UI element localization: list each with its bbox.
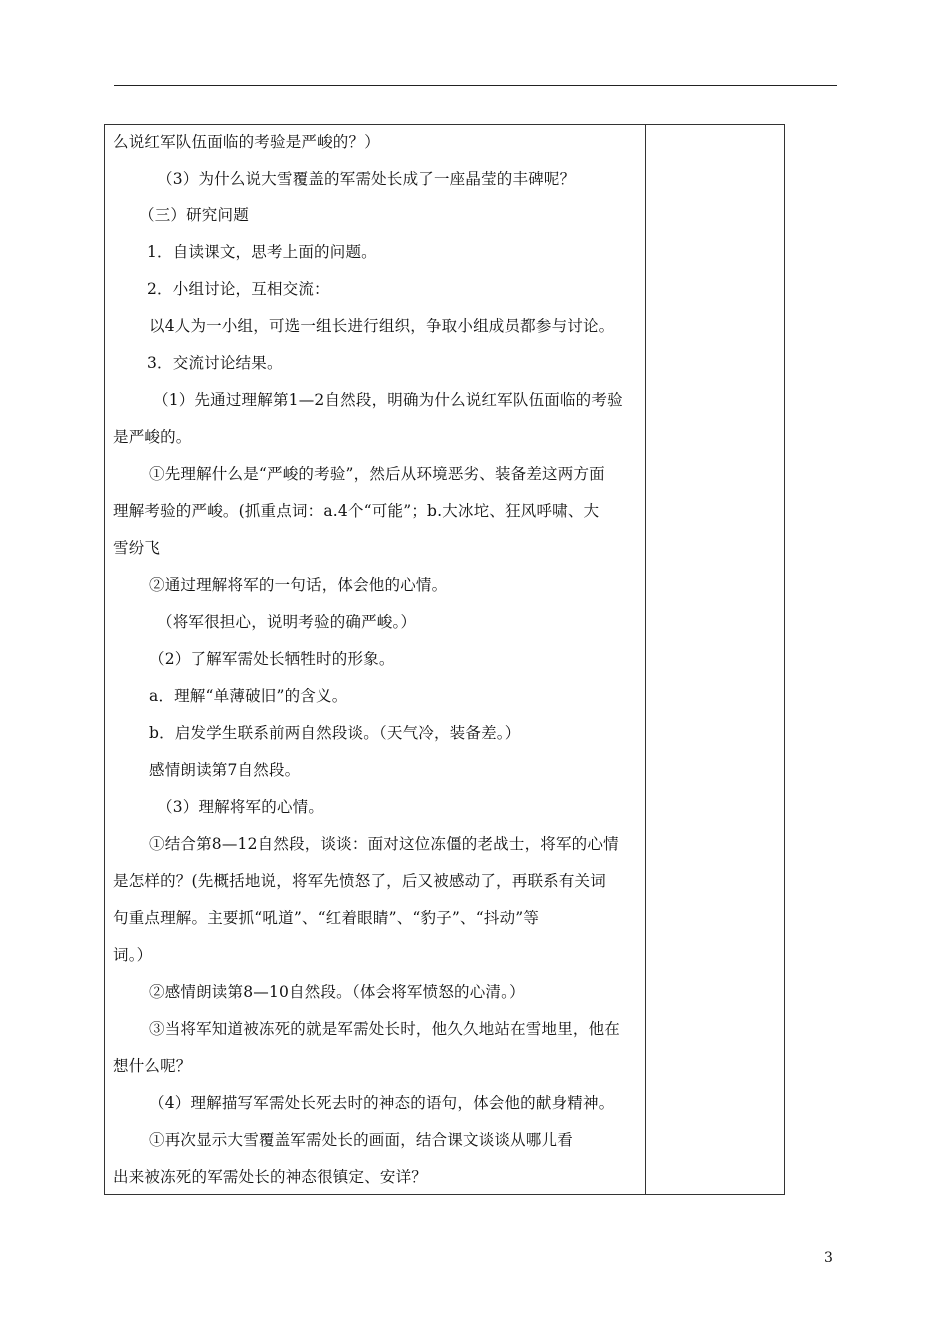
- text-line-22: 句重点理解。主要抓“吼道”、“红着眼睛”、“豹子”、“抖动”等: [113, 909, 540, 927]
- text-line-29: 出来被冻死的军需处长的神态很镇定、安详？: [113, 1168, 428, 1186]
- header-rule: [114, 85, 837, 86]
- text-line-7: 3．交流讨论结果。: [147, 354, 283, 372]
- text-line-8: （1）先通过理解第1—2自然段，明确为什么说红军队伍面临的考验: [153, 391, 623, 409]
- section-heading-research: （三）研究问题: [139, 206, 249, 224]
- notes-column-divider: [645, 125, 646, 1194]
- text-line-15: （2）了解军需处长牺牲时的形象。: [149, 650, 395, 668]
- text-line-18: 感情朗读第7自然段。: [149, 761, 301, 779]
- text-line-26: 想什么呢？: [113, 1057, 192, 1075]
- text-line-25: ③当将军知道被冻死的就是军需处长时，他久久地站在雪地里，他在: [149, 1020, 621, 1038]
- text-line-28: ①再次显示大雪覆盖军需处长的画面，结合课文谈谈从哪儿看: [149, 1131, 573, 1149]
- text-line-14: （将军很担心，说明考验的确严峻。）: [157, 613, 417, 631]
- text-line-23: 词。）: [113, 946, 153, 964]
- page-number: 3: [824, 1250, 833, 1266]
- text-line-17: b．启发学生联系前两自然段谈。（天气冷，装备差。）: [149, 724, 521, 742]
- lesson-table: [104, 124, 785, 1195]
- text-line-2: （3）为什么说大雪覆盖的军需处长成了一座晶莹的丰碑呢？: [157, 170, 576, 188]
- text-line-27: （4）理解描写军需处长死去时的神态的语句，体会他的献身精神。: [149, 1094, 615, 1112]
- text-line-5: 2．小组讨论，互相交流：: [147, 280, 330, 298]
- text-line-24: ②感情朗读第8—10自然段。（体会将军愤怒的心清。）: [149, 983, 525, 1001]
- text-line-21: 是怎样的？(先概括地说，将军先愤怒了，后又被感动了，再联系有关词: [113, 872, 606, 890]
- text-line-16: a．理解“单薄破旧”的含义。: [149, 687, 348, 705]
- text-line-20: ①结合第8—12自然段，谈谈：面对这位冻僵的老战士，将军的心情: [149, 835, 619, 853]
- text-line-10: ①先理解什么是“严峻的考验”，然后从环境恶劣、装备差这两方面: [149, 465, 605, 483]
- text-line-12: 雪纷飞: [113, 539, 161, 557]
- text-line-4: 1．自读课文，思考上面的问题。: [147, 243, 377, 261]
- text-line-1: 么说红军队伍面临的考验是严峻的？）: [113, 133, 380, 151]
- text-line-6: 以4人为一小组，可选一组长进行组织，争取小组成员都参与讨论。: [149, 317, 615, 335]
- text-line-11: 理解考验的严峻。(抓重点词：a.4个“可能”；b.大冰坨、狂风呼啸、大: [113, 502, 600, 520]
- text-line-9: 是严峻的。: [113, 428, 192, 446]
- text-line-13: ②通过理解将军的一句话，体会他的心情。: [149, 576, 448, 594]
- text-line-19: （3）理解将军的心情。: [157, 798, 325, 816]
